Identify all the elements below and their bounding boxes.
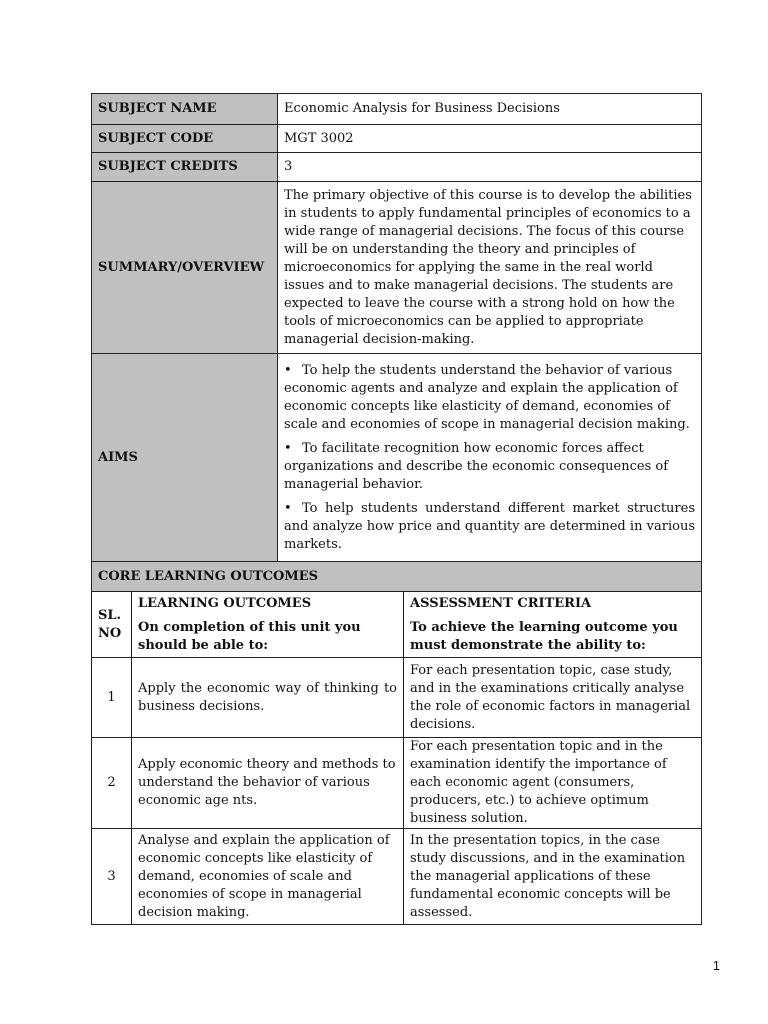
subject-name-label: SUBJECT NAME bbox=[92, 94, 278, 125]
row-assessment-criteria: For each presentation topic, case study, and in the examinations critically analyse the role of economic factors in managerial decisions. bbox=[404, 658, 702, 738]
table-row bbox=[92, 658, 702, 738]
row-sl-number: 2 bbox=[92, 738, 132, 829]
aims-item: • To help students understand different market structures and analyze how price and quantity are determined in various markets. bbox=[284, 500, 696, 552]
summary-text: The primary objective of this course is to develop the abilities in students to apply fundamental principles of economics to a wide range of managerial decisions. The focus of this course will be on understanding the theory and principles of microeconomics for applying the same in the real world issues and to make managerial decisions. The students are expected to leave the course with a strong hold on how the tools of microeconomics can be applied to appropriate managerial decision-making. bbox=[284, 187, 692, 347]
row-sl-number: 3 bbox=[92, 829, 132, 925]
course-outline-sheet bbox=[91, 93, 701, 925]
aims-item: • To facilitate recognition how economic forces affect organizations and describe the economic consequences of managerial behavior. bbox=[284, 440, 669, 492]
outcomes-header-row bbox=[92, 592, 702, 658]
assessment-criteria-header: ASSESSMENT CRITERIA bbox=[410, 595, 592, 611]
row-assessment-criteria: In the presentation topics, in the case study discussions, and in the examination the managerial applications of these fundamental economic concepts will be assessed. bbox=[404, 829, 702, 925]
sl-no-header: SL. NO bbox=[92, 592, 132, 658]
row-learning-outcome: Apply economic theory and methods to understand the behavior of various economic age nts. bbox=[132, 738, 404, 829]
table-row bbox=[92, 738, 702, 829]
page-number: 1 bbox=[712, 958, 720, 973]
aims-item: • To help the students understand the behavior of various economic agents and analyze and explain the application of economic concepts like elasticity of demand, economies of scale and economies of scope in managerial decision making. bbox=[284, 362, 690, 432]
course-outline-table bbox=[91, 93, 702, 925]
assessment-criteria-subheader: To achieve the learning outcome you must demonstrate the ability to: bbox=[410, 619, 678, 653]
row-assessment-criteria: For each presentation topic and in the examination identify the importance of each economic agent (consumers, producers, etc.) to achieve optimum business solution. bbox=[404, 738, 702, 829]
core-outcomes-row bbox=[92, 562, 702, 592]
subject-code-value: MGT 3002 bbox=[278, 125, 702, 153]
aims-label: AIMS bbox=[92, 354, 278, 562]
summary-row bbox=[92, 182, 702, 354]
bullet-icon: • bbox=[284, 362, 292, 378]
row-sl-number: 1 bbox=[92, 658, 132, 738]
bullet-icon: • bbox=[284, 440, 292, 456]
aims-row bbox=[92, 354, 702, 562]
row-learning-outcome: Analyse and explain the application of economic concepts like elasticity of demand, economies of scale and economies of scope in managerial decision making. bbox=[132, 829, 404, 925]
row-learning-outcome: Apply the economic way of thinking to business decisions. bbox=[132, 658, 404, 738]
subject-name-value: Economic Analysis for Business Decisions bbox=[278, 94, 702, 125]
table-row bbox=[92, 829, 702, 925]
learning-outcomes-subheader: On completion of this unit you should be able to: bbox=[138, 619, 361, 653]
subject-code-row bbox=[92, 125, 702, 153]
subject-code-label: SUBJECT CODE bbox=[92, 125, 278, 153]
subject-credits-row bbox=[92, 153, 702, 182]
subject-credits-value: 3 bbox=[278, 153, 702, 182]
subject-name-row bbox=[92, 94, 702, 125]
summary-label: SUMMARY/OVERVIEW bbox=[92, 182, 278, 354]
core-outcomes-label: CORE LEARNING OUTCOMES bbox=[92, 562, 702, 592]
subject-credits-label: SUBJECT CREDITS bbox=[92, 153, 278, 182]
learning-outcomes-header: LEARNING OUTCOMES bbox=[138, 595, 312, 611]
bullet-icon: • bbox=[284, 500, 292, 516]
